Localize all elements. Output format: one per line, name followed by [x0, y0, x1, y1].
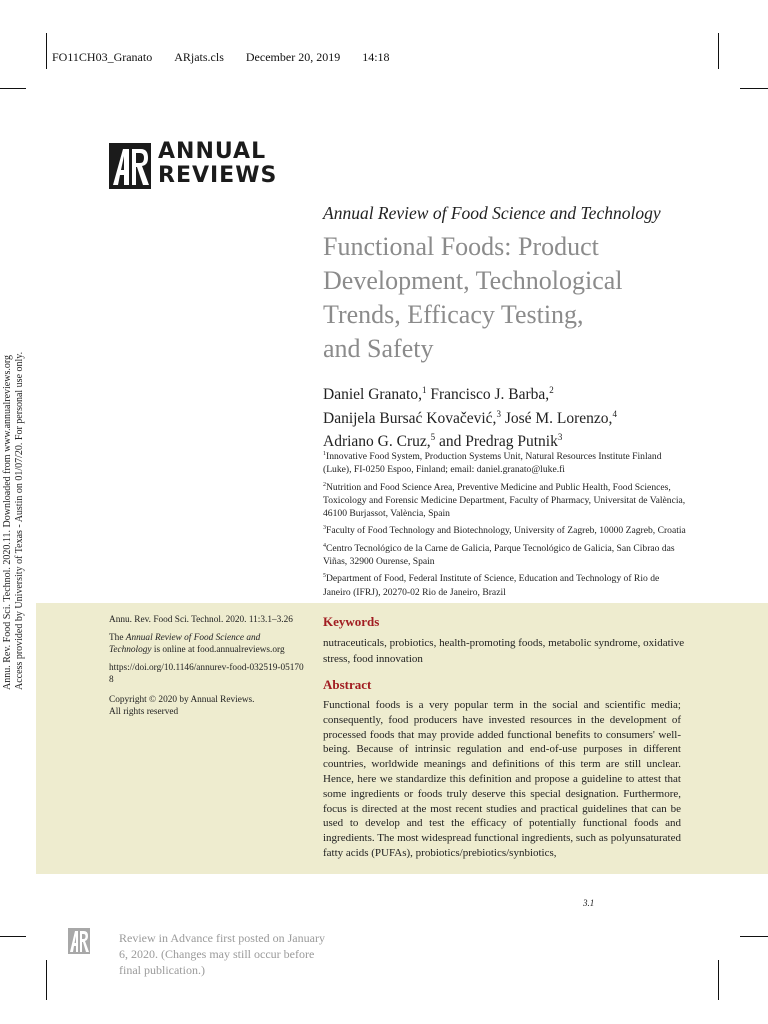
publisher-wordmark [158, 140, 277, 188]
affiliation-number: 3 [323, 525, 326, 532]
author-list [323, 381, 703, 452]
online-note-pre: The [109, 633, 124, 643]
running-header [52, 48, 408, 66]
crop-mark [718, 960, 719, 1000]
annual-reviews-small-logo-icon [68, 928, 90, 954]
author-affil-mark: 1 [422, 385, 427, 395]
crop-mark [46, 960, 47, 1000]
affiliations [323, 448, 688, 601]
crop-mark [46, 33, 47, 69]
publisher-line2: REVIEWS [158, 163, 278, 188]
citation-sidebar [109, 614, 304, 724]
author-name: Adriano G. Cruz, [323, 433, 431, 451]
header-cls: ARjats.cls [174, 50, 224, 64]
online-note [109, 632, 304, 656]
author-affil-mark: 4 [612, 408, 617, 419]
review-in-advance-note: Review in Advance first posted on January 6, 2020. (Changes may still occur before final publication.) [119, 931, 325, 977]
affiliation-text: Centro Tecnológico de la Carne de Galicia, Parque Tecnológico de Galicia, San Cibrao das Viñas, 32900 Ourense, Spain [323, 542, 675, 568]
annual-reviews-logo-icon [109, 143, 151, 189]
affiliation-item [323, 479, 688, 521]
download-note-line2: Access provided by University of Texas - Austin on 01/07/20. For personal use only. [13, 351, 25, 690]
online-note-post: is online at food.annualreviews.org [153, 645, 285, 655]
title-line: Trends, Efficacy Testing, [323, 300, 584, 329]
abstract-text: Functional foods is a very popular term in the social and scientific media; consequently, food producers have invested resources in the development of processed foods that may provide added functional benefits to consumers' well-being. Because of intrinsic regulation and end-of-use purposes in different countries, worldwide meanings and definitions of this term are still unclear. Hence, here we standardize this definition and propose a guideline to attest that some ingredients or foods truly deserve this special designation. Furthermore, focus is directed at the most recent studies and practical guidelines that can be used to develop and test the efficacy of potentially functional foods and ingredients. The most widespread functional ingredients, such as polyunsaturated fatty acids (PUFAs), probiotics/prebiotics/synbiotics, [323, 699, 681, 859]
affiliation-item [323, 448, 688, 477]
keywords-heading: Keywords [323, 614, 380, 629]
crop-mark [0, 936, 26, 937]
header-time: 14:18 [362, 50, 390, 64]
header-date: December 20, 2019 [245, 50, 341, 64]
author-affil-mark: 3 [557, 432, 563, 443]
keywords-text: nutraceuticals, probiotics, health-promoting foods, metabolic syndrome, oxidative stress, food innovation [323, 637, 685, 665]
title-line: and Safety [323, 334, 434, 363]
affiliation-number: 4 [323, 542, 326, 549]
copyright [109, 694, 304, 718]
download-note [2, 170, 25, 690]
author-name: and Predrag Putnik [439, 433, 558, 451]
crop-mark [740, 936, 768, 937]
header-file: FO11CH03_Granato [52, 50, 153, 64]
author-affil-mark: 5 [430, 432, 436, 443]
affiliation-number: 2 [323, 481, 326, 488]
abstract-heading: Abstract [323, 677, 372, 692]
affiliation-text: Faculty of Food Technology and Biotechnology, University of Zagreb, 10000 Zagreb, Croatia [326, 525, 686, 537]
title-line: Development, Technological [323, 266, 623, 295]
download-note-line1: Annu. Rev. Food Sci. Technol. 2020.11. Downloaded from www.annualreviews.org [2, 355, 13, 690]
author-name: Danijela Bursać Kovačević, [323, 409, 497, 427]
citation: Annu. Rev. Food Sci. Technol. 2020. 11:3.1–3.26 [109, 615, 293, 625]
affiliation-text: Department of Food, Federal Institute of Science, Education and Technology of Rio de Janeiro (IFRJ), 20270-02 Rio de Janeiro, Brazil [323, 573, 660, 598]
affiliation-number: 1 [323, 451, 326, 457]
crop-mark [740, 88, 768, 89]
author-affil-mark: 3 [496, 408, 501, 419]
copyright-text: Copyright © 2020 by Annual Reviews. [109, 695, 255, 705]
affiliation-text: Nutrition and Food Science Area, Preventive Medicine and Public Health, Food Sciences, Toxicology and Forensic Medicine Department, Faculty of Pharmacy, Universitat de València, 46100 Burjassot, València, Spain [323, 481, 686, 520]
doi-link[interactable]: https://doi.org/10.1146/annurev-food-032519-051708 [109, 663, 304, 685]
title-line: Functional Foods: Product [323, 232, 599, 261]
author-affil-mark: 2 [549, 385, 554, 395]
crop-mark [718, 33, 719, 69]
author-name: Francisco J. Barba, [430, 386, 550, 404]
publisher-line1: ANNUAL [158, 139, 267, 164]
page-number: 3.1 [583, 898, 595, 908]
article-title [323, 230, 723, 366]
affiliation-item [323, 570, 688, 599]
affiliation-text: Innovative Food System, Production Systems Unit, Natural Resources Institute Finland (Luke), FI-0250 Espoo, Finland; email: daniel.granato@luke.fi [323, 451, 662, 476]
affiliation-item [323, 522, 688, 537]
affiliation-number: 5 [323, 573, 326, 580]
affiliation-item [323, 540, 688, 569]
crop-mark [0, 88, 26, 89]
author-name: José M. Lorenzo, [504, 409, 613, 427]
journal-name: Annual Review of Food Science and Technology [323, 203, 661, 223]
online-note-journal: Annual Review of Food Science and Technology [109, 633, 261, 655]
author-name: Daniel Granato, [323, 386, 422, 404]
rights-text: All rights reserved [109, 707, 179, 717]
